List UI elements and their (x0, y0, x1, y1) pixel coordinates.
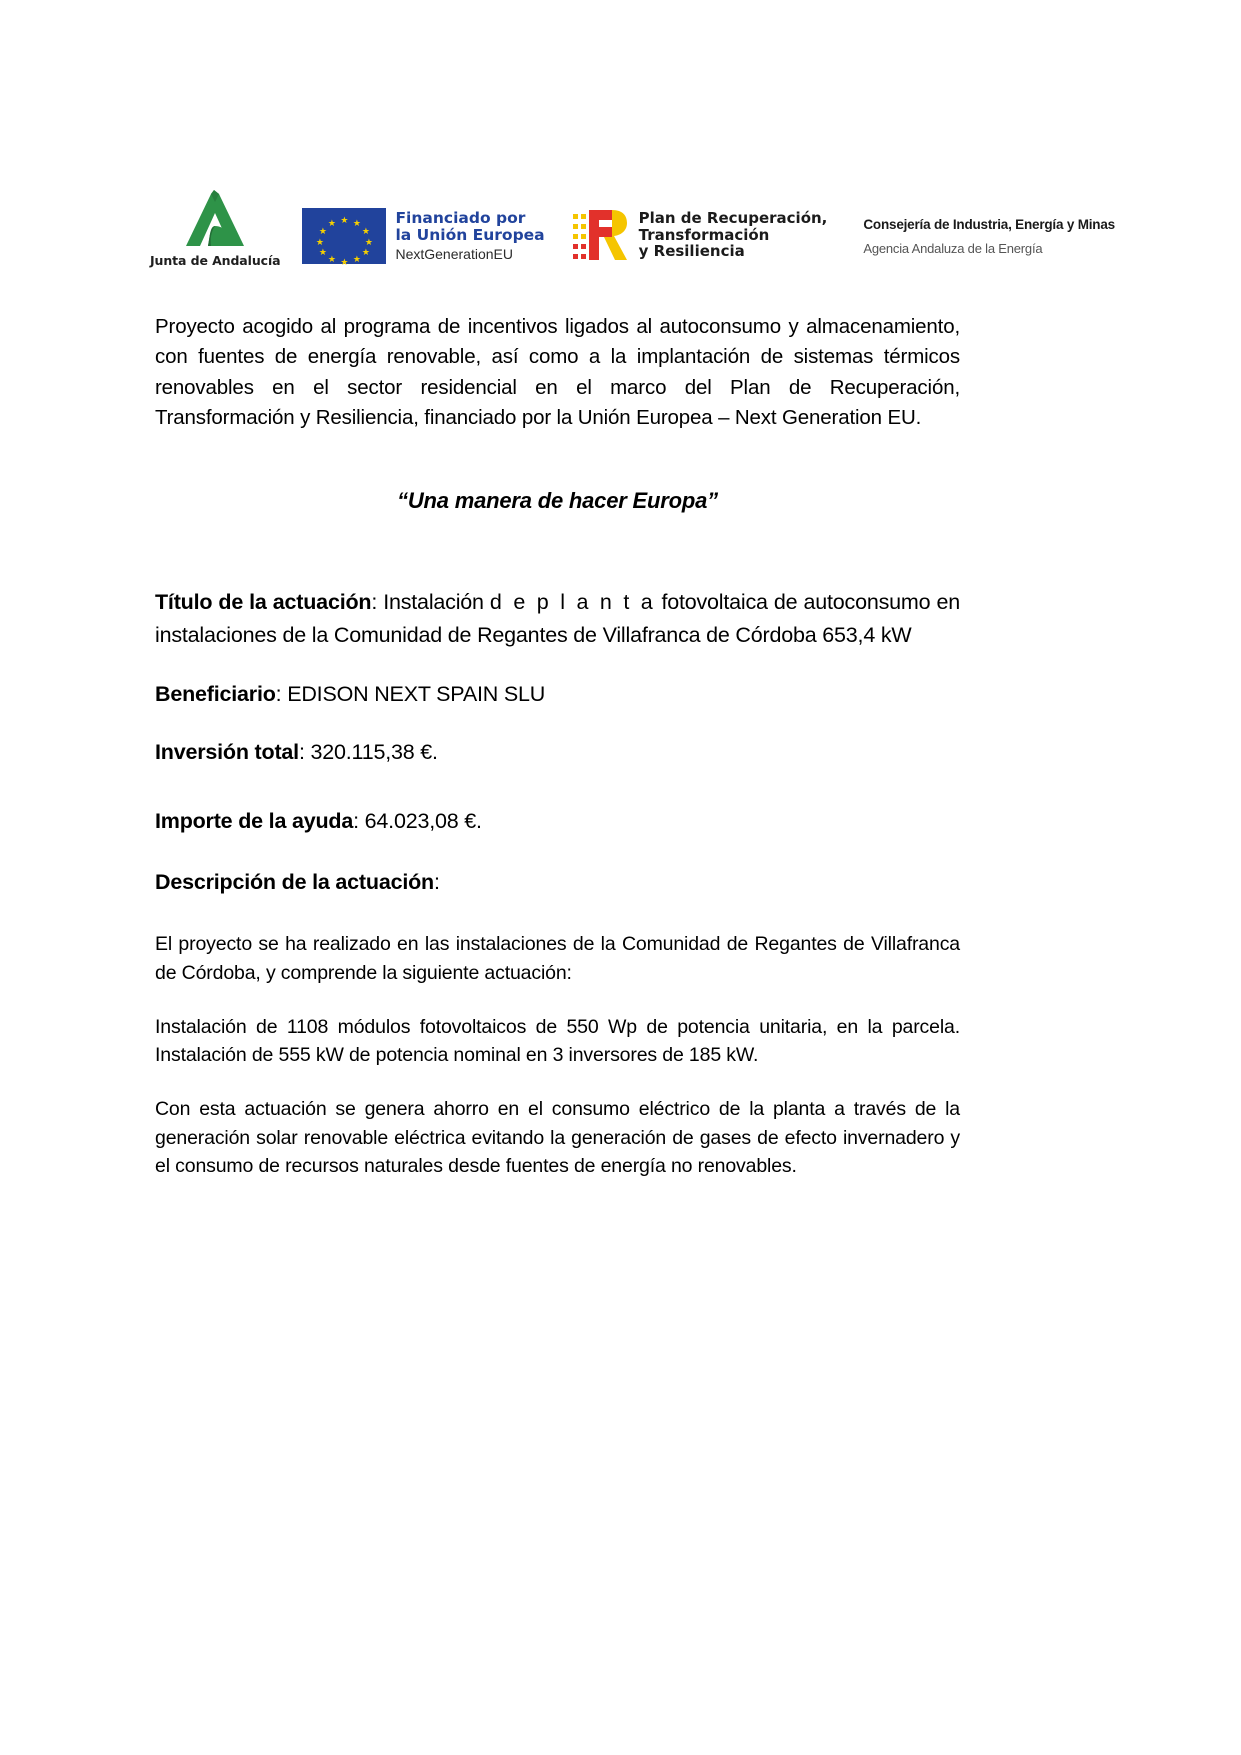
prtr-emblem-icon (571, 206, 631, 264)
field-titulo-actuacion (155, 586, 960, 651)
eu-line-1: Financiado por (395, 208, 526, 227)
document-content (155, 312, 960, 1180)
field-importe-label: Importe de la ayuda (155, 809, 354, 833)
logo-consejeria-agencia (863, 218, 1115, 268)
eu-flag-icon: ★ ★ ★ ★ ★ ★ ★ ★ ★ ★ ★ ★ (302, 208, 386, 264)
logo-junta-de-andalucia (150, 188, 280, 268)
intro-paragraph: Proyecto acogido al programa de incentivos ligados al autoconsumo y almacenamiento, con fuentes de energía renovable, así como a la implantación de sistemas térmicos renovables en el sector residencial en el marco del Plan de Recuperación, Transformación y Resiliencia, financiado por la Unión Europea – Next Generation EU. (155, 315, 960, 429)
agencia-line-2: Agencia Andaluza de la Energía (863, 240, 1043, 256)
prtr-logo-text (639, 210, 828, 260)
field-inversion-label: Inversión total (155, 740, 299, 765)
eu-line-2: la Unión Europea (395, 226, 545, 245)
field-descripcion-separator: : (433, 869, 440, 894)
field-importe-value: 64.023,08 €. (364, 809, 482, 833)
europe-quote: “Una manera de hacer Europa” (397, 488, 718, 514)
field-beneficiario (155, 678, 960, 711)
header-logo-band (150, 178, 1115, 268)
field-descripcion-label: Descripción de la actuación (155, 869, 434, 894)
field-titulo-value-part1: Instalación (383, 590, 490, 615)
description-paragraph-1: El proyecto se ha realizado en las instalaciones de la Comunidad de Regantes de Villafranca de Córdoba, y comprende la siguiente actuación: (155, 933, 960, 984)
field-importe-separator: : (353, 809, 365, 833)
field-descripcion-actuacion (155, 866, 960, 899)
field-inversion-total (155, 736, 960, 769)
field-beneficiario-label: Beneficiario (155, 681, 276, 706)
field-inversion-separator: : (298, 740, 311, 765)
prtr-line-2: Transformación (638, 225, 770, 244)
prtr-line-3: y Resiliencia (638, 242, 745, 261)
description-paragraph-2: Instalación de 1108 módulos fotovoltaicos de 550 Wp de potencia unitaria, en la parcela. Instalación de 555 kW de potencia nominal en 3 inversores de 185 kW. (155, 1015, 960, 1067)
field-titulo-separator: : (371, 590, 384, 615)
eu-line-3: NextGenerationEU (395, 245, 513, 262)
field-titulo-label: Título de la actuación (155, 590, 372, 615)
field-beneficiario-separator: : (275, 681, 288, 706)
logo-plan-recuperacion (571, 206, 828, 268)
eu-logo-text (395, 210, 544, 262)
field-beneficiario-value: EDISON NEXT SPAIN SLU (287, 681, 546, 706)
junta-andalucia-label: Junta de Andalucía (150, 253, 281, 268)
prtr-line-1: Plan de Recuperación, (638, 208, 828, 227)
logo-financiado-union-europea (302, 208, 544, 268)
consejeria-line-1: Consejería de Industria, Energía y Minas (863, 216, 1115, 232)
field-importe-ayuda (155, 805, 960, 838)
field-titulo-value-spaced: d e p l a n t a (489, 590, 656, 615)
junta-andalucia-arch-icon (178, 188, 252, 250)
description-paragraph-3: Con esta actuación se genera ahorro en el consumo eléctrico de la planta a través de la generación solar renovable eléctrica evitando la generación de gases de efecto invernadero y el consumo de recursos naturales desde fuentes de energía no renovables. (155, 1098, 960, 1177)
field-titulo-value-part2: fotovoltaica de autoconsumo en instalaciones de la Comunidad de Regantes de Villafranca de Córdoba 653,4 kW (155, 590, 960, 647)
field-inversion-value: 320.115,38 €. (310, 740, 438, 765)
